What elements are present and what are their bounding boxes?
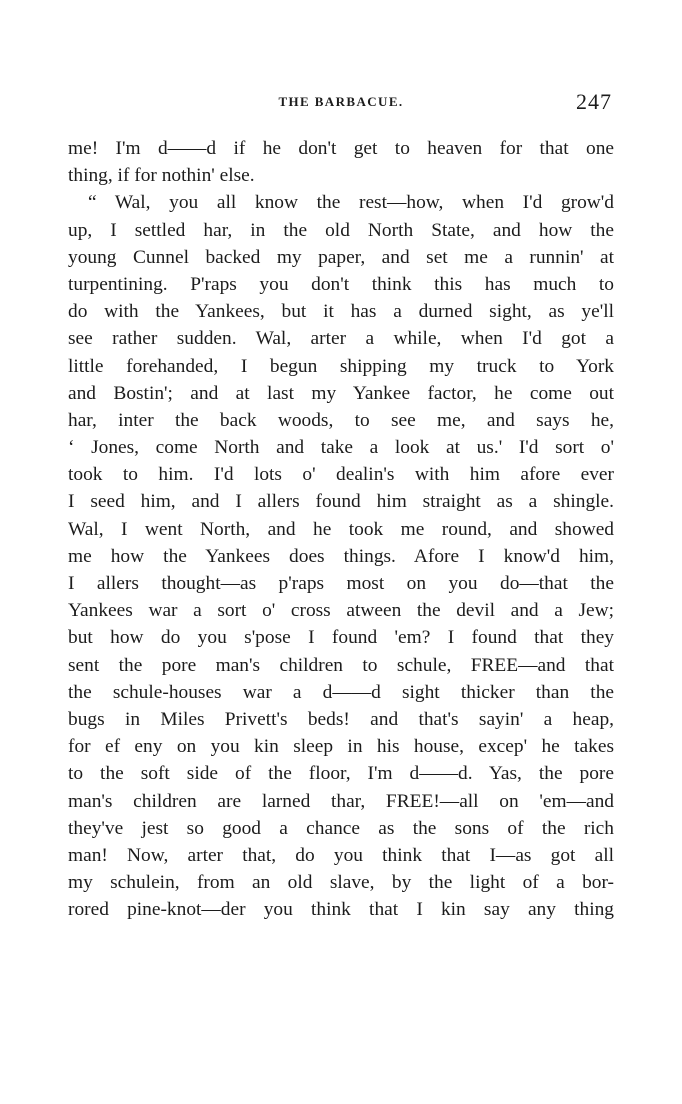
text-line: I seed him, and I allers found him straight as a shingle. — [68, 491, 614, 513]
text-line: me how the Yankees does things. Afore I know'd him, — [68, 545, 614, 567]
text-line: Wal, I went North, and he took me round, and showed — [68, 518, 614, 540]
text-line: har, inter the back woods, to see me, and says he, — [68, 409, 614, 431]
text-line: thing, if for nothin' else. — [68, 165, 255, 187]
page-header — [68, 91, 614, 115]
text-line: my schulein, from an old slave, by the light of a bor- — [68, 872, 614, 894]
text-line: took to him. I'd lots o' dealin's with him afore ever — [68, 464, 614, 486]
running-head: THE BARBACUE. — [278, 94, 404, 109]
text-line: I allers thought—as p'raps most on you do—that the — [68, 573, 614, 594]
text-line: man! Now, arter that, do you think that I—as got all — [68, 844, 614, 866]
text-line: up, I settled har, in the old North State, and how the — [68, 219, 614, 241]
text-line: see rather sudden. Wal, arter a while, when I'd got a — [68, 328, 614, 350]
text-line: sent the pore man's children to schule, FREE—and that — [68, 654, 614, 676]
text-line: and Bostin'; and at last my Yankee factor, he come out — [68, 382, 614, 404]
text-line: but how do you s'pose I found 'em? I found that they — [68, 627, 614, 649]
text-line: turpentining. P'raps you don't think this has much to — [68, 273, 614, 295]
text-line: man's children are larned thar, FREE!—all on 'em—and — [68, 790, 614, 812]
body-text — [68, 135, 614, 923]
text-line: me! I'm d——d if he don't get to heaven for that one — [68, 138, 614, 159]
text-line: “ Wal, you all know the rest—how, when I'd grow'd — [88, 192, 614, 214]
text-line: Yankees war a sort o' cross atween the devil and a Jew; — [68, 600, 614, 622]
text-line: for ef eny on you kin sleep in his house, excep' he takes — [68, 736, 614, 758]
text-line: ‘ Jones, come North and take a look at us.' I'd sort o' — [68, 437, 614, 459]
text-line: the schule-houses war a d——d sight thicker than the — [68, 681, 614, 703]
text-line: young Cunnel backed my paper, and set me a runnin' at — [68, 246, 614, 268]
text-line: to the soft side of the floor, I'm d——d. Yas, the pore — [68, 763, 614, 785]
text-line: bugs in Miles Privett's beds! and that's sayin' a heap, — [68, 708, 614, 730]
text-line: rored pine-knot—der you think that I kin say any thing — [68, 899, 614, 921]
text-line: do with the Yankees, but it has a durned sight, as ye'll — [68, 301, 614, 323]
text-line: they've jest so good a chance as the sons of the rich — [68, 817, 614, 839]
text-line: little forehanded, I begun shipping my truck to York — [68, 355, 614, 377]
page-number: 247 — [576, 89, 612, 114]
